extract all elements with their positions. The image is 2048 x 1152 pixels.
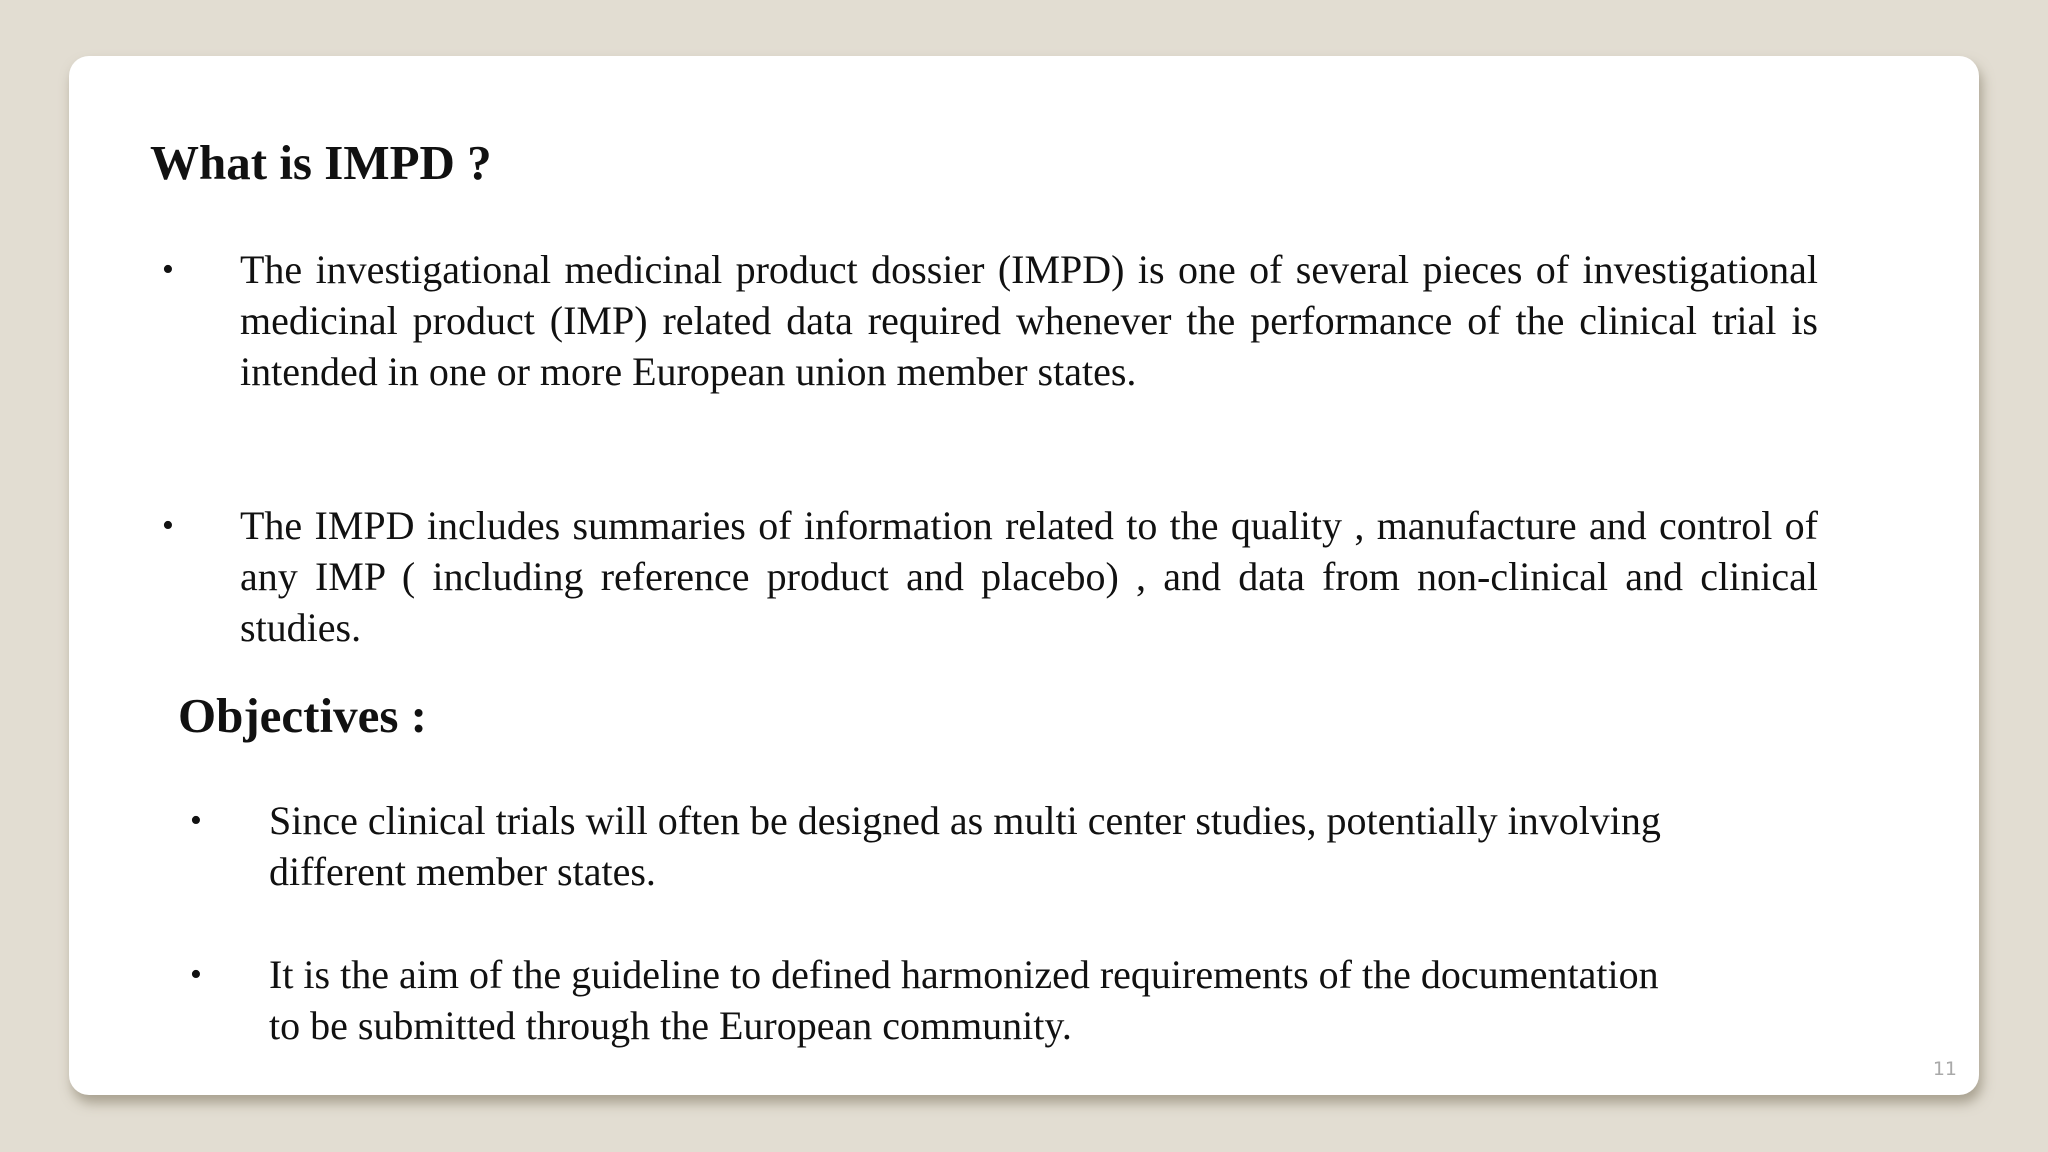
objectives-heading: Objectives :: [178, 688, 427, 743]
bullet-item: [69, 795, 1979, 905]
slide-title: What is IMPD ?: [150, 135, 492, 190]
bullet-text: It is the aim of the guideline to defined harmonized requirements of the documentation to be submitted through the European community.: [269, 952, 1659, 1048]
page-number: 11: [1932, 1058, 1957, 1080]
bullet-marker: •: [190, 956, 202, 993]
bullet-item: [69, 244, 1979, 454]
bullet-text: Since clinical trials will often be designed as multi center studies, potentially involving different member states.: [269, 798, 1661, 894]
bullet-text: The IMPD includes summaries of information related to the quality , manufacture and control of any IMP ( including reference product and placebo) , and data from non-clinical and clinical studies.: [240, 503, 1818, 650]
bullet-text: The investigational medicinal product dossier (IMPD) is one of several pieces of investigational medicinal product (IMP) related data required whenever the performance of the clinical trial is intended in one or more European union member states.: [240, 247, 1818, 394]
bullet-marker: •: [190, 802, 202, 839]
bullet-item: [69, 500, 1979, 660]
bullet-marker: •: [162, 251, 174, 288]
bullet-item: [69, 949, 1979, 1059]
bullet-marker: •: [162, 507, 174, 544]
slide: [69, 56, 1979, 1095]
